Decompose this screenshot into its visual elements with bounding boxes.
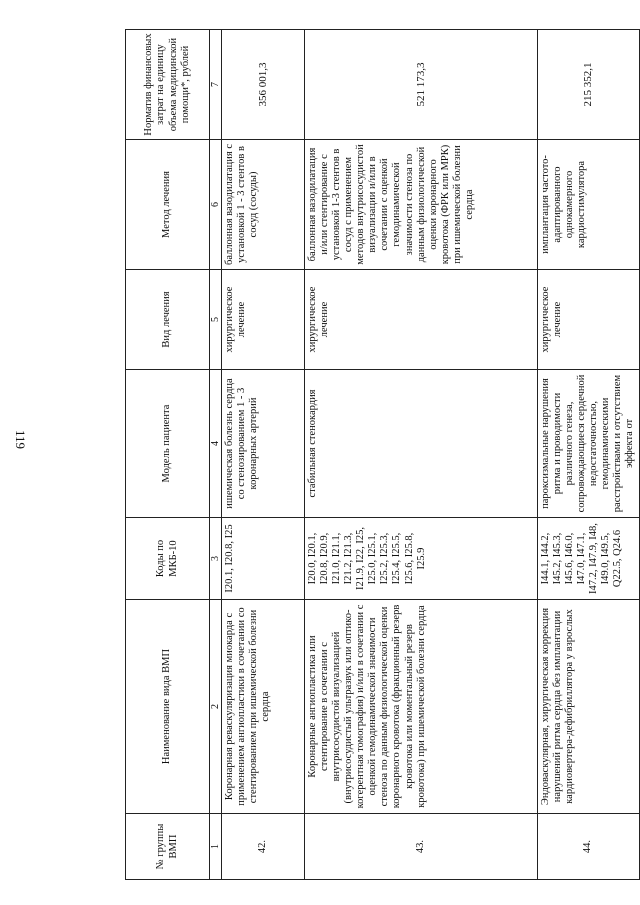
table-row [305, 30, 538, 880]
table-row [222, 30, 305, 880]
treatment-type: хирургическое лечение [305, 270, 538, 370]
header-cost: Норматив финансовых затрат на единицу объема медицинской помощи*, рублей [126, 30, 210, 140]
header-group: № группы ВМП [126, 814, 210, 880]
header-codes: Коды по МКБ-10 [126, 518, 210, 600]
page-number: 119 [13, 430, 28, 450]
cost-standard: 356 001,3 [222, 30, 305, 140]
treatment-method: имплантация частото-адаптированного однокамерного кардиостимулятора [538, 140, 640, 270]
treatment-type: хирургическое лечение [538, 270, 640, 370]
column-number: 2 [210, 600, 222, 814]
column-number: 7 [210, 30, 222, 140]
vmp-table [125, 29, 640, 880]
vmp-name: Коронарные ангиопластика или стентирование в сочетании с внутрисосудистой визуализацией (внутрисосудистый ультразвук или оптико-когерентная томография) и/или в сочетании с оценкой гемодинамической значимости стеноза по данным физиологической оценки коронарного кровотока (фракционный резерв кровотока или моментальный резерв кровотока) при ишемической болезни сердца [305, 600, 538, 814]
column-number: 4 [210, 370, 222, 518]
icd-codes: I20.1, I20.8, I25 [222, 518, 305, 600]
icd-codes: I44.1, I44.2, I45.2, I45.3, I45.6, I46.0, I47.0, I47.1, I47.2, I47.9, I48, I49.0, I49.5, Q22.5, Q24.6 [538, 518, 640, 600]
vmp-name: Коронарная реваскуляризация миокарда с применением ангиопластики в сочетании со стентированием при ишемической болезни сердца [222, 600, 305, 814]
header-treatment-type: Вид лечения [126, 270, 210, 370]
column-number: 3 [210, 518, 222, 600]
header-name: Наименование вида ВМП [126, 600, 210, 814]
header-method: Метод лечения [126, 140, 210, 270]
header-row [126, 30, 210, 880]
table-row [538, 30, 640, 880]
vmp-name: Эндоваскулярная, хирургическая коррекция нарушений ритма сердца без имплантации кардиовертера-дефибриллятора у взрослых [538, 600, 640, 814]
group-number: 44. [538, 814, 640, 880]
header-patient-model: Модель пациента [126, 370, 210, 518]
treatment-type: хирургическое лечение [222, 270, 305, 370]
column-number: 1 [210, 814, 222, 880]
icd-codes: I20.0, I20.1, I20.8, I20.9, I21.0, I21.1, I21.2, I21.3, I21.9, I22, I25, I25.0, I25.1, I25.2, I25.3, I25.4, I25.5, I25.6, I25.8, I25.9 [305, 518, 538, 600]
group-number: 43. [305, 814, 538, 880]
patient-model: пароксизмальные нарушения ритма и проводимости различного генеза, сопровождающиеся сердечной недостаточностью, гемодинамическими расстройствами и отсутствием эффекта от [538, 370, 640, 518]
cost-standard: 215 352,1 [538, 30, 640, 140]
group-number: 42. [222, 814, 305, 880]
treatment-method: баллонная вазодилатация и/или стентирование с установкой 1-3 стентов в сосуд с применением методов внутрисосудистой визуализации и/или в сочетании с оценкой гемодинамической значимости стеноза по данным физиологической оценки коронарного кровотока (ФРК или МРК) при ишемической болезни сердца [305, 140, 538, 270]
column-number: 6 [210, 140, 222, 270]
patient-model: стабильная стенокардия [305, 370, 538, 518]
column-number: 5 [210, 270, 222, 370]
column-number-row [210, 30, 222, 880]
patient-model: ишемическая болезнь сердца со стенозированием 1 - 3 коронарных артерий [222, 370, 305, 518]
treatment-method: баллонная вазодилатация с установкой 1 - 3 стентов в сосуд (сосуды) [222, 140, 305, 270]
cost-standard: 521 173,3 [305, 30, 538, 140]
rotated-table-wrapper [125, 30, 635, 880]
